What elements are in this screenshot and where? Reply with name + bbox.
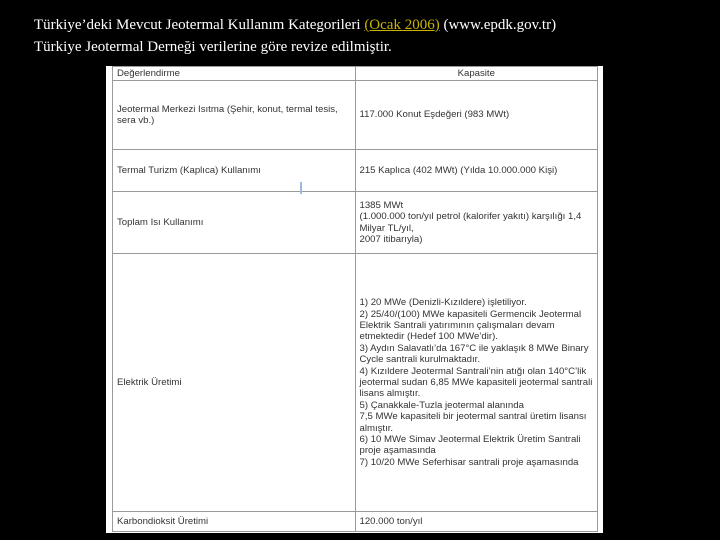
table-header-row <box>113 67 598 81</box>
title-line-1 <box>34 14 714 36</box>
title-date-link[interactable]: (Ocak 2006) <box>364 17 440 33</box>
table-row <box>113 254 598 511</box>
table-row <box>113 192 598 254</box>
capacity-item: 7) 10/20 MWe Seferhisar santrali proje aşamasında <box>359 456 579 468</box>
row-category: Termal Turizm (Kaplıca) Kullanımı <box>113 149 356 191</box>
capacity-item: 5) Çanakkale-Tuzla jeotermal alanında <box>359 399 524 411</box>
title-text: Türkiye’deki Mevcut Jeotermal Kullanım Kategorileri <box>34 17 361 33</box>
title-source: (www.epdk.gov.tr) <box>443 17 557 33</box>
row-capacity: 117.000 Konut Eşdeğeri (983 MWt) <box>355 81 598 149</box>
header-capacity: Kapasite <box>355 67 598 81</box>
capacity-line: 1385 MWt <box>359 199 404 211</box>
capacity-line: 2007 itibarıyla) <box>359 234 423 246</box>
row-capacity: 120.000 ton/yıl <box>355 511 598 531</box>
table-row <box>113 81 598 149</box>
capacity-line: (1.000.000 ton/yıl petrol (kalorifer yakıtı) karşılığı 1,4 Milyar TL/yıl, <box>359 211 582 234</box>
capacity-item: 3) Aydın Salavatlı’da 167°C ile yaklaşık 8 MWe Binary Cycle santrali kurulmaktadır. <box>359 342 589 366</box>
table-row <box>113 149 598 191</box>
capacity-item: 2) 25/40/(100) MWe kapasiteli Germencik Jeotermal Elektrik Santrali yatırımının çalışmaları devam etmektedir (Hedef 100 MWe’dir). <box>359 308 582 343</box>
capacity-item: 7,5 MWe kapasiteli bir jeotermal santral üretim lisansı almıştır. <box>359 411 587 434</box>
title-line-2: Türkiye Jeotermal Derneği verilerine göre revize edilmiştir. <box>34 39 392 55</box>
row-category: Karbondioksit Üretimi <box>113 511 356 531</box>
table-row <box>113 511 598 531</box>
header-evaluation: Değerlendirme <box>113 67 356 81</box>
row-category: Jeotermal Merkezi Isıtma (Şehir, konut, termal tesis, sera vb.) <box>113 81 356 149</box>
row-category: Toplam Isı Kullanımı <box>113 192 356 254</box>
capacity-item: 6) 10 MWe Simav Jeotermal Elektrik Üretim Santrali proje aşamasında <box>359 433 581 457</box>
row-capacity <box>355 254 598 511</box>
row-capacity <box>355 192 598 254</box>
capacity-item: 1) 20 MWe (Denizli-Kızıldere) işletiliyor. <box>359 297 527 309</box>
geothermal-usage-table <box>112 66 598 532</box>
capacity-item: 4) Kızıldere Jeotermal Santrali’nin atığı olan 140°C’lik jeotermal sudan 6,85 MWe kapasiteli jeotermal santrali lisans almıştır. <box>359 365 593 400</box>
row-capacity: 215 Kaplıca (402 MWt) (Yılda 10.000.000 Kişi) <box>355 149 598 191</box>
row-category: Elektrik Üretimi <box>113 254 356 511</box>
document-image <box>106 66 603 533</box>
text-cursor-mark <box>300 182 302 194</box>
slide-title <box>34 14 714 58</box>
